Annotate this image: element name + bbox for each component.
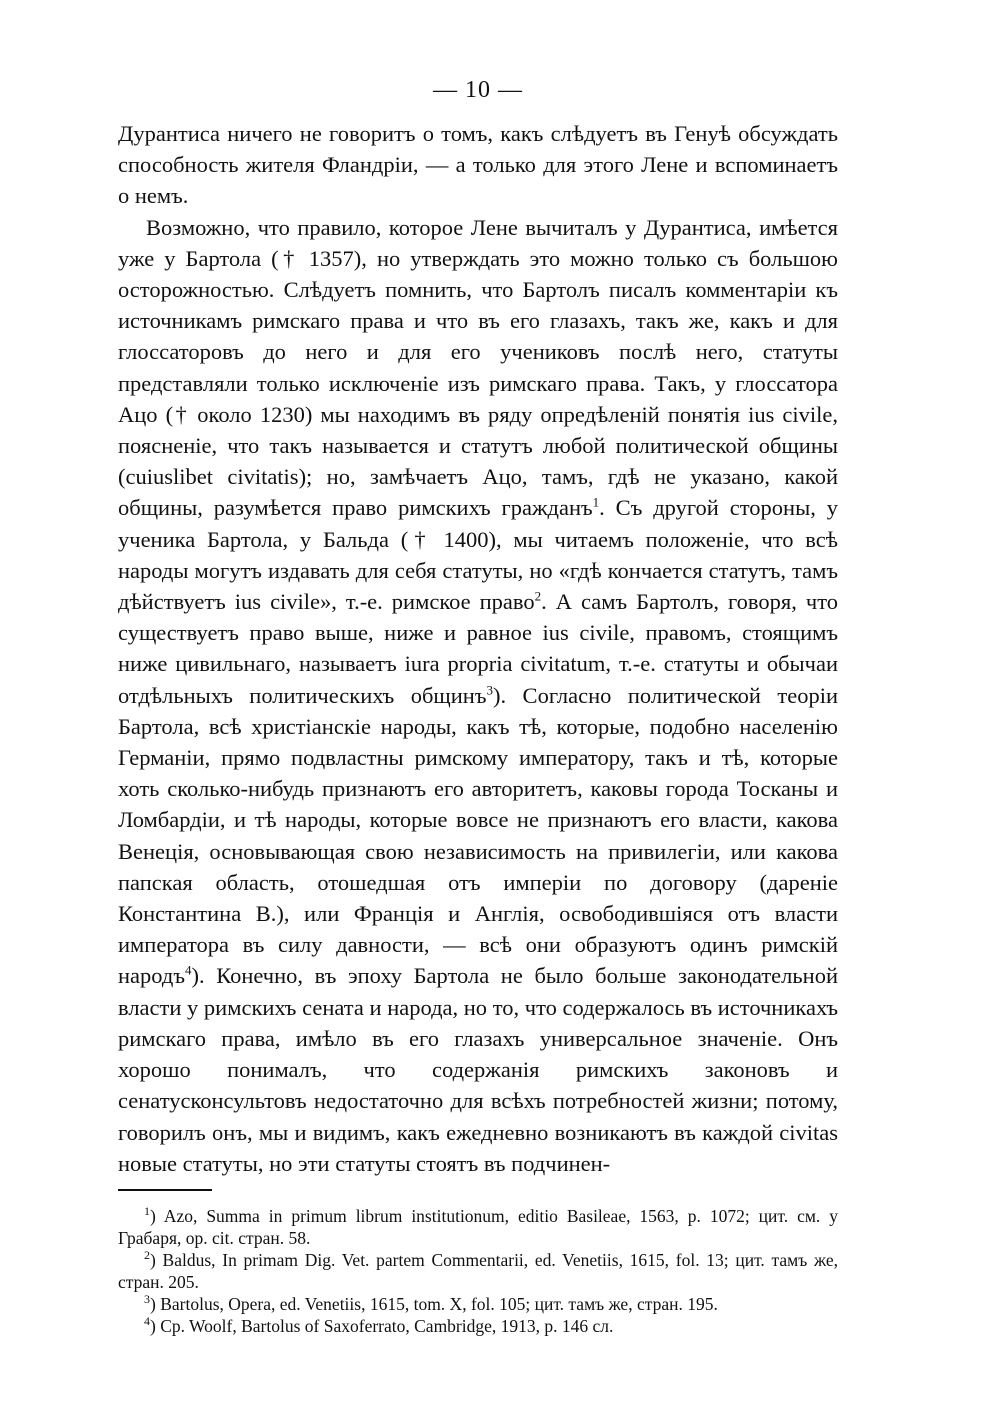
paragraph-text: Возможно, что правило, которое Лене вычиталъ у Дурантиса, имѣется уже у Бартола († 1357), но утверждать это можно только съ большою осторожностью. Слѣдуетъ помнить, что Бартолъ писалъ комментаріи къ источникамъ римскаго права и что въ его глазахъ, такъ же, какъ и для глоссаторовъ до него и для его учениковъ послѣ него, статуты представляли только исключеніе изъ римскаго права. Такъ, у глоссатора Ацо († около 1230) мы находимъ въ ряду опредѣленій понятія ius civile, поясненіе, что такъ называется и статутъ любой политической общины (cuiuslibet civitatis); но, замѣчаетъ Ацо, тамъ, гдѣ не указано, какой общины, разумѣется право римскихъ гражданъ bbox=[118, 214, 838, 521]
footnote-mark: 3 bbox=[144, 1292, 150, 1307]
footnote-text: ) Baldus, In primam Dig. Vet. partem Commentarii, ed. Venetiis, 1615, fol. 13; цит. тамъ же, стран. 205. bbox=[118, 1249, 838, 1292]
footnote-text: ) Cp. Woolf, Bartolus of Saxoferrato, Cambridge, 1913, p. 146 сл. bbox=[150, 1315, 614, 1336]
footnotes bbox=[118, 1205, 838, 1337]
footnote bbox=[118, 1293, 838, 1315]
footnote-text: ) Bartolus, Opera, ed. Venetiis, 1615, tom. X, fol. 105; цит. тамъ же, стран. 195. bbox=[150, 1293, 718, 1314]
paragraph bbox=[118, 212, 838, 1179]
paragraph-text: Дурантиса ничего не говоритъ о томъ, какъ слѣдуетъ въ Генуѣ обсуждать способность жителя Фландріи, — а только для этого Лене и вспоминаетъ о немъ. bbox=[118, 121, 838, 209]
footnote-reference: 1 bbox=[592, 494, 600, 510]
paragraph bbox=[118, 118, 838, 212]
footnote-separator bbox=[118, 1189, 212, 1191]
body-text bbox=[118, 118, 838, 1179]
footnote-mark: 4 bbox=[144, 1314, 150, 1329]
footnote-reference: 4 bbox=[184, 962, 192, 978]
footnote-text: ) Azo, Summa in primum librum institutionum, editio Basileae, 1563, p. 1072; цит. см. у Грабаря, op. cit. стран. 58. bbox=[118, 1205, 838, 1248]
footnote-mark: 2 bbox=[144, 1248, 150, 1263]
footnote-reference: 3 bbox=[486, 682, 493, 698]
footnote-mark: 1 bbox=[144, 1204, 150, 1219]
page-number: — 10 — bbox=[433, 77, 523, 103]
paragraph-text: . А самъ Бартолъ, говоря, что существуетъ право выше, ниже и равное ius civile, правомъ, стоящимъ ниже цивильнаго, называетъ iura propria civitatum, т.-е. статуты и обычаи отдѣльныхъ политическихъ общинъ bbox=[118, 589, 838, 708]
footnote bbox=[118, 1249, 838, 1293]
document-page bbox=[118, 70, 838, 1337]
paragraph-text: . Съ другой стороны, у ученика Бартола, у Бальда († 1400), мы читаемъ положеніе, что всѣ народы могутъ издавать для себя статуты, но «гдѣ кончается статутъ, тамъ дѣйствуетъ ius civile», т.-е. римское право bbox=[118, 495, 838, 615]
footnote-reference: 2 bbox=[534, 588, 542, 604]
paragraph-text: ). Согласно политической теоріи Бартола, всѣ христіанскіе народы, какъ тѣ, которые, подобно населенію Германіи, прямо подвластны римскому императору, такъ и тѣ, которые хоть сколько-нибудь признаютъ его авторитетъ, каковы города Тосканы и Ломбардіи, и тѣ народы, которые вовсе не признаютъ его власти, какова Венеція, основывающая свою независимость на привилегіи, или какова папская область, отошедшая отъ имперіи по договору (дареніе Константина В.), или Франція и Англія, освободившіяся отъ власти императора въ силу давности, — всѣ они образуютъ одинъ римскій народъ bbox=[118, 682, 838, 989]
paragraph-text: ). Конечно, въ эпоху Бартола не было больше законодательной власти у римскихъ сената и народа, но то, что содержалось въ источникахъ римскаго права, имѣло въ его глазахъ универсальное значеніе. Онъ хорошо понималъ, что содержанія римскихъ законовъ и сенатусконсультовъ недостаточно для всѣхъ потребностей жизни; потому, говорилъ онъ, мы и видимъ, какъ ежедневно возникаютъ въ каждой civitas новые статуты, но эти статуты стоятъ въ подчинен- bbox=[118, 963, 838, 1176]
footnote bbox=[118, 1205, 838, 1249]
footnote bbox=[118, 1315, 838, 1337]
